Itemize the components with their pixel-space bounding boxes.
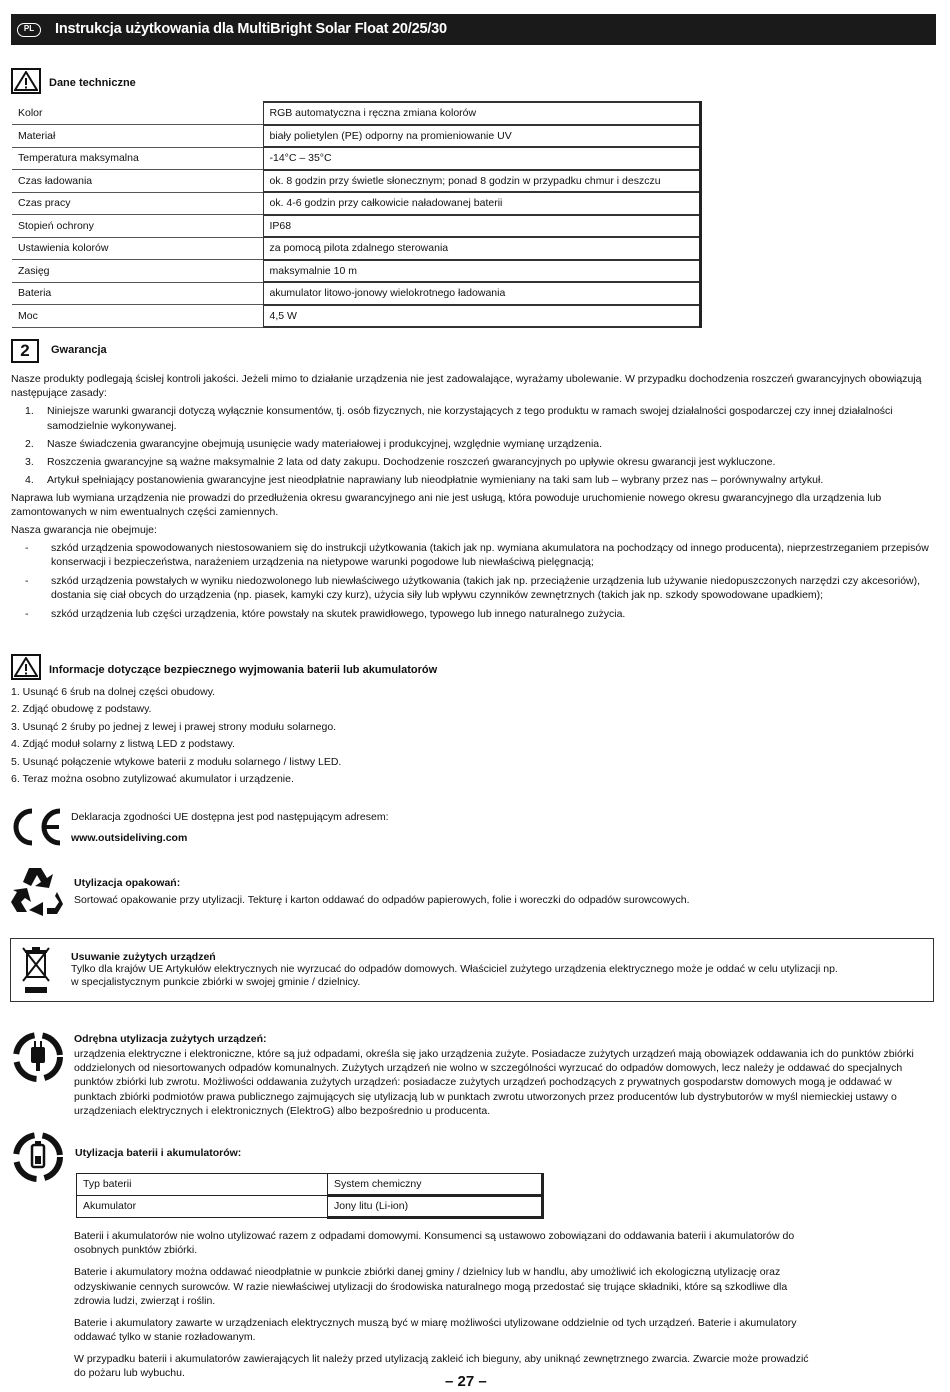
warranty-item [11,455,935,469]
spec-label: Czas ładowania [12,170,263,193]
separate-disposal-text: urządzenia elektryczne i elektroniczne, które są już odpadami, określa się jako urządzenia zużyte. Posiadacze zużytych urządzeń mają obowiązek oddawania ich do punktów zbiórki oddzielonych od niesortowanych odpadów komunalnych. Zużytych urządzeń nie wolno w szczególności wyrzucać do odpadów domowych, lecz należy je oddawać do specjalnych punktów zbiórki lub zwrotu. Możliwości oddawania zużytych urządzeń: posiadacze zużytych urządzeń pochodzących z prywatnych gospodarstw domowych mogą je oddawać w punktach zbiórki podmiotów prawa publicznego zajmujących się utylizacją lub w punktach zwrotu utworzonych przez producentów lub dystrybutorów w myśl niemieckiej ustawy o urządzeniach elektrycznych i elektronicznych (ElektroG) albo bezpośrednio u producenta. [74,1048,914,1117]
battery-paragraph: Baterii i akumulatorów nie wolno utylizować razem z odpadami domowymi. Konsumenci są ustawowo zobowiązani do oddawania baterii i akumulatorów do osobnych punktów zbiórki. [74,1230,795,1257]
step-item: 2. Zdjąć obudowę z podstawy. [11,703,152,716]
spec-row [12,170,700,193]
spec-row [12,125,700,148]
dash-bullet: - [25,575,29,588]
ce-declaration-text: Deklaracja zgodności UE dostępna jest pod następującym adresem: [71,811,389,823]
spec-value: ok. 4-6 godzin przy całkowicie naładowanej baterii [263,192,700,215]
spec-value: maksymalnie 10 m [263,260,700,283]
battery-paragraph: W przypadku baterii i akumulatorów zawierających lit należy przed utylizacją zakleić ich bieguny, aby uniknąć zewnętrznego zwarcia. Zwarcie może prowadzić do pożaru lub wybuchu. [74,1353,809,1380]
item-text: Roszczenia gwarancyjne są ważne maksymalnie 2 lata od daty zakupu. Dochodzenie roszczeń gwarancyjnych po upływie okresu gwarancji jest wykluczone. [47,455,776,468]
weee-box [10,938,934,1002]
spec-label: Czas pracy [12,192,263,215]
step-item: 6. Teraz można osobno zutylizować akumulator i urządzenie. [11,773,294,786]
dash-bullet: - [25,608,29,621]
warranty-intro: Nasze produkty podlegają ścisłej kontroli jakości. Jeżeli mimo to działanie urządzenia nie jest zadowalające, wyrażamy ubolewanie. W przypadku dochodzenia roszczeń gwarancyjnych obowiązują następujące zasady: [11,373,922,400]
spec-value: akumulator litowo-jonowy wielokrotnego ładowania [263,282,700,305]
recycle-icon [9,862,67,922]
exclusion-item [11,541,935,569]
item-text: Niniejsze warunki gwarancji dotyczą wyłącznie konsumentów, tj. osób fizycznych, nie korzystających z tego produktu w ramach swojej działalności gospodarczej czy innej działalności samodzielnie wykonywanej. [47,405,893,432]
battery-table-cell: Typ baterii [77,1174,328,1196]
warranty-list [11,404,935,487]
warning-icon [11,654,41,680]
battery-disposal-title: Utylizacja baterii i akumulatorów: [75,1147,242,1159]
battery-table-cell: System chemiczny [328,1174,543,1196]
step-item: 1. Usunąć 6 śrub na dolnej części obudowy. [11,686,216,698]
warranty-item [11,404,935,432]
spec-label: Temperatura maksymalna [12,147,263,170]
section-number-icon: 2 [11,339,39,363]
battery-table-cell: Jony litu (Li-ion) [328,1196,543,1218]
battery-paragraph: Baterie i akumulatory można oddawać nieodpłatnie w punkcie zbiórki danej gminy / dzielnicy lub w handlu, aby umożliwić ich ekologiczną utylizację oraz odzyskiwanie cennych surowców. W razie niewłaściwej utylizacji do środowiska naturalnego mogą przedostać się trujące składniki, które są szkodliwe dla zdrowia ludzi, zwierząt i roślin. [74,1266,788,1307]
warranty-repair: Naprawa lub wymiana urządzenia nie prowadzi do przedłużenia okresu gwarancyjnego ani nie jest usługą, która powoduje uruchomienie nowego okresu gwarancyjnego dla urządzenia lub zamontowanych w nim ewentualnych części zamiennych. [11,492,882,519]
packaging-text: Sortować opakowanie przy utylizacji. Tekturę i karton oddawać do odpadów papierowych, folie i woreczki do odpadów surowcowych. [74,894,690,906]
step-item: 3. Usunąć 2 śruby po jednej z lewej i prawej strony modułu solarnego. [11,720,337,733]
battery-paragraph: Baterie i akumulatory zawarte w urządzeniach elektrycznych muszą być w miarę możliwości utylizowane oddzielnie od tych urządzeń. Baterie i akumulatory oddawać tylko w stanie rozładowanym. [74,1316,797,1344]
spec-row [12,192,700,215]
exclusion-text: szkód urządzenia lub części urządzenia, które powstały na skutek prawidłowego, typowego lub innego naturalnego zużycia. [51,608,626,621]
spec-value: -14°C – 35°C [263,147,700,170]
spec-row [12,215,700,238]
spec-value: ok. 8 godzin przy świetle słonecznym; ponad 8 godzin w przypadku chmur i deszczu [263,170,700,193]
battery-table-cell: Akumulator [77,1196,328,1218]
language-badge: PL [17,23,41,37]
spec-value: za pomocą pilota zdalnego sterowania [263,237,700,260]
spec-row [12,305,700,328]
spec-label: Stopień ochrony [12,215,263,238]
battery-type-table [76,1173,544,1219]
spec-row [12,147,700,170]
battery-recycling-icon [7,1128,69,1190]
packaging-title: Utylizacja opakowań: [74,877,181,889]
exclusions-list [11,541,935,622]
spec-label: Bateria [12,282,263,305]
weee-text-2: w specjalistycznym punkcie zbiórki w swojej gminie / dzielnicy. [71,976,361,988]
spec-row [12,237,700,260]
spec-row [12,282,700,305]
warranty-body [11,372,935,627]
step-item: 5. Usunąć połączenie wtykowe baterii z modułu solarnego / listwy LED. [11,755,342,768]
spec-value: IP68 [263,215,700,238]
warranty-title: Gwarancja [51,344,107,356]
warranty-exclusions-intro: Nasza gwarancja nie obejmuje: [11,523,157,536]
spec-value: biały polietylen (PE) odporny na promieniowanie UV [263,125,700,148]
item-text: Nasze świadczenia gwarancyjne obejmują usunięcie wady materiałowej i produkcyjnej, względnie wymianę urządzenia. [47,437,603,450]
electronic-recycling-icon [9,1028,67,1090]
tech-data-title: Dane techniczne [49,77,136,89]
battery-table-row [77,1196,543,1218]
ce-mark-icon [10,807,64,851]
item-number: 2. [25,437,34,450]
exclusion-item [11,574,935,602]
step-item: 4. Zdjąć moduł solarny z listwą LED z podstawy. [11,738,235,751]
item-number: 4. [25,474,34,487]
exclusion-text: szkód urządzenia spowodowanych niestosowaniem się do instrukcji użytkowania (takich jak np. wymiana akumulatora na pochodzący od innego producenta), nieprzestrzeganiem przepisów konserwacji i bezpieczeństwa, narażeniem urządzenia na nietypowe warunki pogodowe lub niewłaściwą pielęgnacją; [51,541,929,568]
exclusion-text: szkód urządzenia powstałych w wyniku niedozwolonego lub niewłaściwego użytkowania (takich jak np. przeciążenie urządzenia lub używanie niedopuszczonych narzędzi czy akcesoriów), dostania się ciał obcych do urządzenia (np. piasek, kamyki czy kurz), użycia siły lub wpływu czynników zewnętrznych (takich jak np. szkody spowodowane upadkiem); [51,575,921,602]
spec-label: Moc [12,305,263,328]
weee-title: Usuwanie zużytych urządzeń [71,951,216,963]
ce-url-link[interactable]: www.outsideliving.com [71,832,188,844]
spec-label: Ustawienia kolorów [12,237,263,260]
spec-value: RGB automatyczna i ręczna zmiana kolorów [263,102,700,125]
battery-disposal-text [74,1229,814,1389]
battery-steps-list [11,685,341,790]
warranty-item [11,473,935,487]
spec-row [12,102,700,125]
crossed-bin-icon [20,945,52,999]
dash-bullet: - [25,541,29,554]
separate-disposal-title: Odrębna utylizacja zużytych urządzeń: [74,1033,267,1045]
tech-data-table [12,101,702,328]
warning-icon [11,68,41,94]
page-number: – 27 – [445,1373,487,1390]
spec-label: Zasięg [12,260,263,283]
item-text: Artykuł spełniający postanowienia gwarancyjne jest nieodpłatnie naprawiany lub nieodpłatnie wymieniany na taki sam lub – wybrany przez nas – porównywalny artykuł. [47,474,824,487]
spec-value: 4,5 W [263,305,700,328]
exclusion-item [11,607,935,621]
page-header [11,14,936,45]
spec-row [12,260,700,283]
battery-safety-title: Informacje dotyczące bezpiecznego wyjmowania baterii lub akumulatorów [49,664,438,676]
item-number: 1. [25,405,34,418]
spec-label: Materiał [12,125,263,148]
page-title: Instrukcja użytkowania dla MultiBright Solar Float 20/25/30 [55,20,447,37]
warranty-item [11,437,935,451]
battery-table-row [77,1174,543,1196]
item-number: 3. [25,455,34,468]
weee-text-1: Tylko dla krajów UE Artykułów elektrycznych nie wyrzucać do odpadów domowych. Właściciel zużytego urządzenia elektrycznego może je oddać w celu utylizacji np. [71,963,838,975]
spec-label: Kolor [12,102,263,125]
